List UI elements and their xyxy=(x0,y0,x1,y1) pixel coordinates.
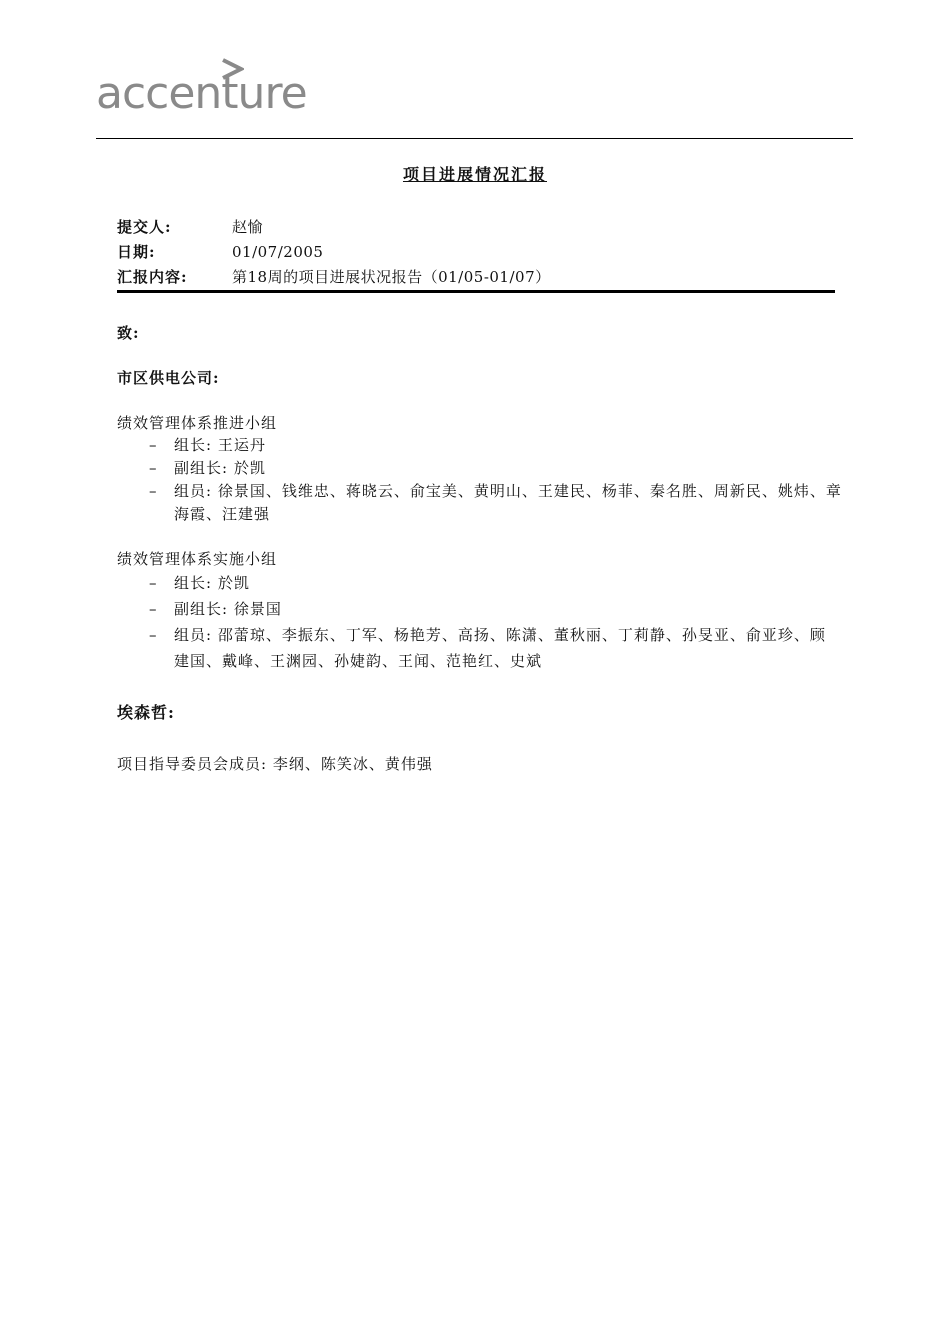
document-body xyxy=(117,322,857,775)
list-item: – 副组长: 於凯 xyxy=(117,457,857,480)
list-item: – 组长: 王运丹 xyxy=(117,434,857,457)
header-divider xyxy=(96,138,853,139)
meta-row-submitter xyxy=(117,215,837,240)
to-label: 致: xyxy=(117,324,140,342)
group1-title: 绩效管理体系推进小组 xyxy=(117,414,278,432)
dash-bullet: – xyxy=(149,574,158,592)
meta-label: 日期: xyxy=(117,243,156,261)
dash-bullet: – xyxy=(149,459,158,477)
logo-text: accenture xyxy=(96,68,307,119)
meta-value: 赵愉 xyxy=(232,218,264,236)
report-meta xyxy=(117,215,837,290)
meta-divider xyxy=(117,290,835,293)
meta-label: 汇报内容: xyxy=(117,268,188,286)
meta-label: 提交人: xyxy=(117,218,172,236)
group2-title: 绩效管理体系实施小组 xyxy=(117,550,278,568)
meta-row-date xyxy=(117,240,837,265)
list-item: – 副组长: 徐景国 xyxy=(117,596,857,622)
dash-bullet: – xyxy=(149,626,158,644)
group2-list xyxy=(117,570,857,674)
meta-value: 01/07/2005 xyxy=(232,243,324,261)
accenture-section-name: 埃森哲: xyxy=(117,703,175,722)
meta-value: 第18周的项目进展状况报告（01/05-01/07） xyxy=(232,268,551,286)
group1-list xyxy=(117,434,857,526)
list-item: – 组长: 於凯 xyxy=(117,570,857,596)
dash-bullet: – xyxy=(149,600,158,618)
meta-row-content xyxy=(117,265,837,290)
dash-bullet: – xyxy=(149,436,158,454)
committee-members: 项目指导委员会成员: 李纲、陈笑冰、黄伟强 xyxy=(117,755,433,773)
list-item: – 组员: 徐景国、钱维忠、蒋晓云、俞宝美、黄明山、王建民、杨菲、秦名胜、周新民、姚炜、章海霞、汪建强 xyxy=(149,482,842,523)
accenture-logo xyxy=(96,52,326,130)
client-name: 市区供电公司: xyxy=(117,369,220,387)
page-title: 项目进展情况汇报 xyxy=(402,165,547,184)
list-item: – 组员: 邵蕾琼、李振东、丁军、杨艳芳、高扬、陈潇、董秋丽、丁莉静、孙旻亚、俞亚珍、顾建国、戴峰、王渊园、孙婕韵、王闻、范艳红、史斌 xyxy=(117,622,829,674)
dash-bullet: – xyxy=(149,482,158,500)
